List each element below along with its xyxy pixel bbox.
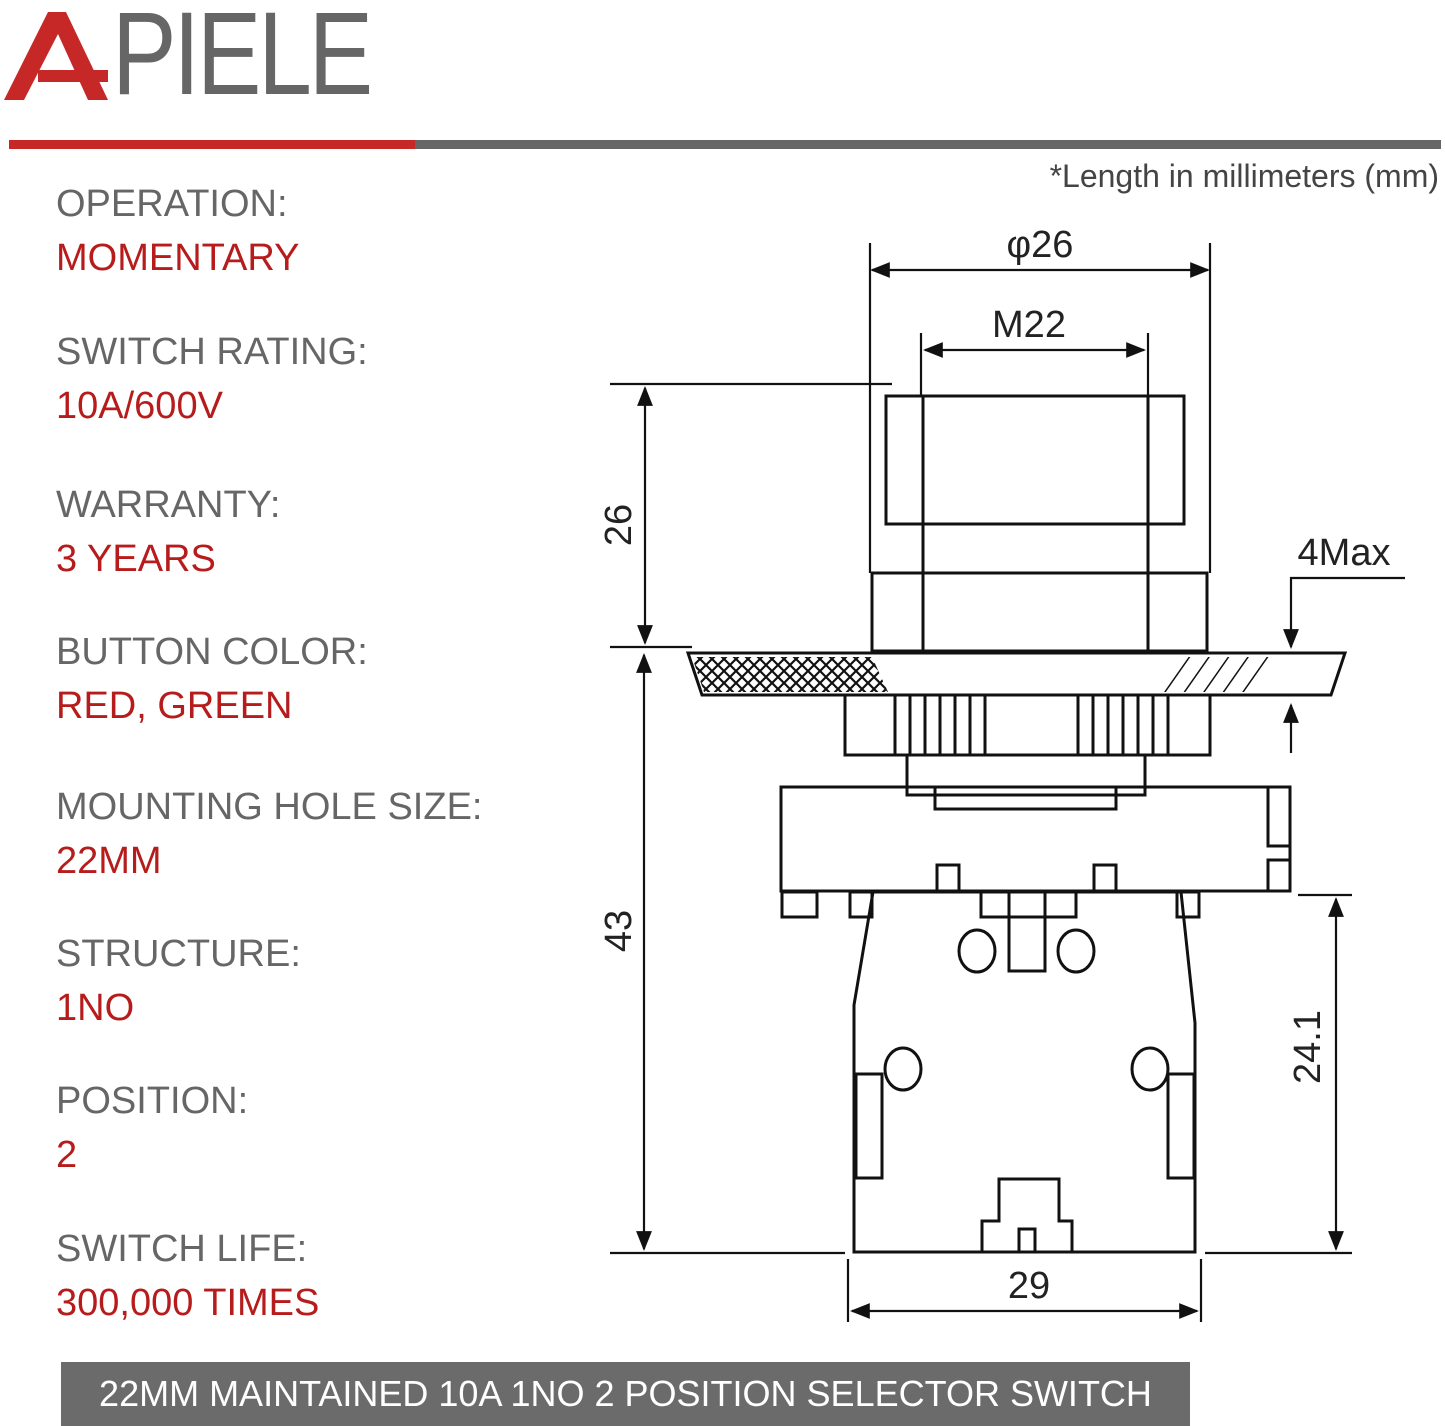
header-rule xyxy=(9,140,1441,149)
dim-head-height-label: 26 xyxy=(598,503,640,547)
dim-body-height-label: 43 xyxy=(598,909,640,953)
dimension-drawing xyxy=(580,215,1420,1335)
spec-value: 22MM xyxy=(56,840,162,882)
spec-warranty xyxy=(56,483,281,581)
spec-label: SWITCH LIFE: xyxy=(56,1228,308,1270)
spec-label: WARRANTY: xyxy=(56,484,281,526)
switch-outline xyxy=(688,396,1345,1252)
spec-value: 10A/600V xyxy=(56,385,223,427)
header-rule-track xyxy=(415,140,1441,149)
dim-thread-label: M22 xyxy=(992,304,1066,346)
brand-name: PIELE xyxy=(112,0,370,120)
spec-structure xyxy=(56,932,301,1030)
spec-label: STRUCTURE: xyxy=(56,933,301,975)
spec-switch-life xyxy=(56,1227,319,1325)
spec-mounting-hole xyxy=(56,785,482,883)
brand-mark-icon xyxy=(4,8,108,100)
spec-value: MOMENTARY xyxy=(56,237,300,279)
dim-diameter-label: φ26 xyxy=(1006,224,1074,266)
unit-note: *Length in millimeters (mm) xyxy=(1049,158,1439,194)
spec-operation xyxy=(56,182,300,280)
spec-position xyxy=(56,1079,248,1177)
spec-value: 300,000 TIMES xyxy=(56,1282,320,1324)
spec-label: OPERATION: xyxy=(56,183,288,225)
dim-width-label: 29 xyxy=(1007,1265,1051,1307)
spec-value: 2 xyxy=(56,1134,78,1176)
spec-button-color xyxy=(56,630,368,728)
dimension-lines xyxy=(610,243,1405,1322)
spec-value: 1NO xyxy=(56,987,135,1029)
spec-label: MOUNTING HOLE SIZE: xyxy=(56,786,483,828)
spec-label: POSITION: xyxy=(56,1080,249,1122)
banner-text: 22MM MAINTAINED 10A 1NO 2 POSITION SELECTOR SWITCH xyxy=(99,1373,1152,1414)
spec-value: RED, GREEN xyxy=(56,685,293,727)
brand-logo xyxy=(4,0,427,120)
spec-label: SWITCH RATING: xyxy=(56,331,368,373)
header-rule-accent xyxy=(9,140,415,149)
dim-block-height-label: 24.1 xyxy=(1287,1010,1329,1084)
spec-value: 3 YEARS xyxy=(56,538,216,580)
product-banner xyxy=(61,1362,1190,1426)
spec-switch-rating xyxy=(56,330,368,428)
knurl-lines xyxy=(895,695,1168,755)
spec-label: BUTTON COLOR: xyxy=(56,631,368,673)
dim-panel-label: 4Max xyxy=(1297,532,1391,574)
